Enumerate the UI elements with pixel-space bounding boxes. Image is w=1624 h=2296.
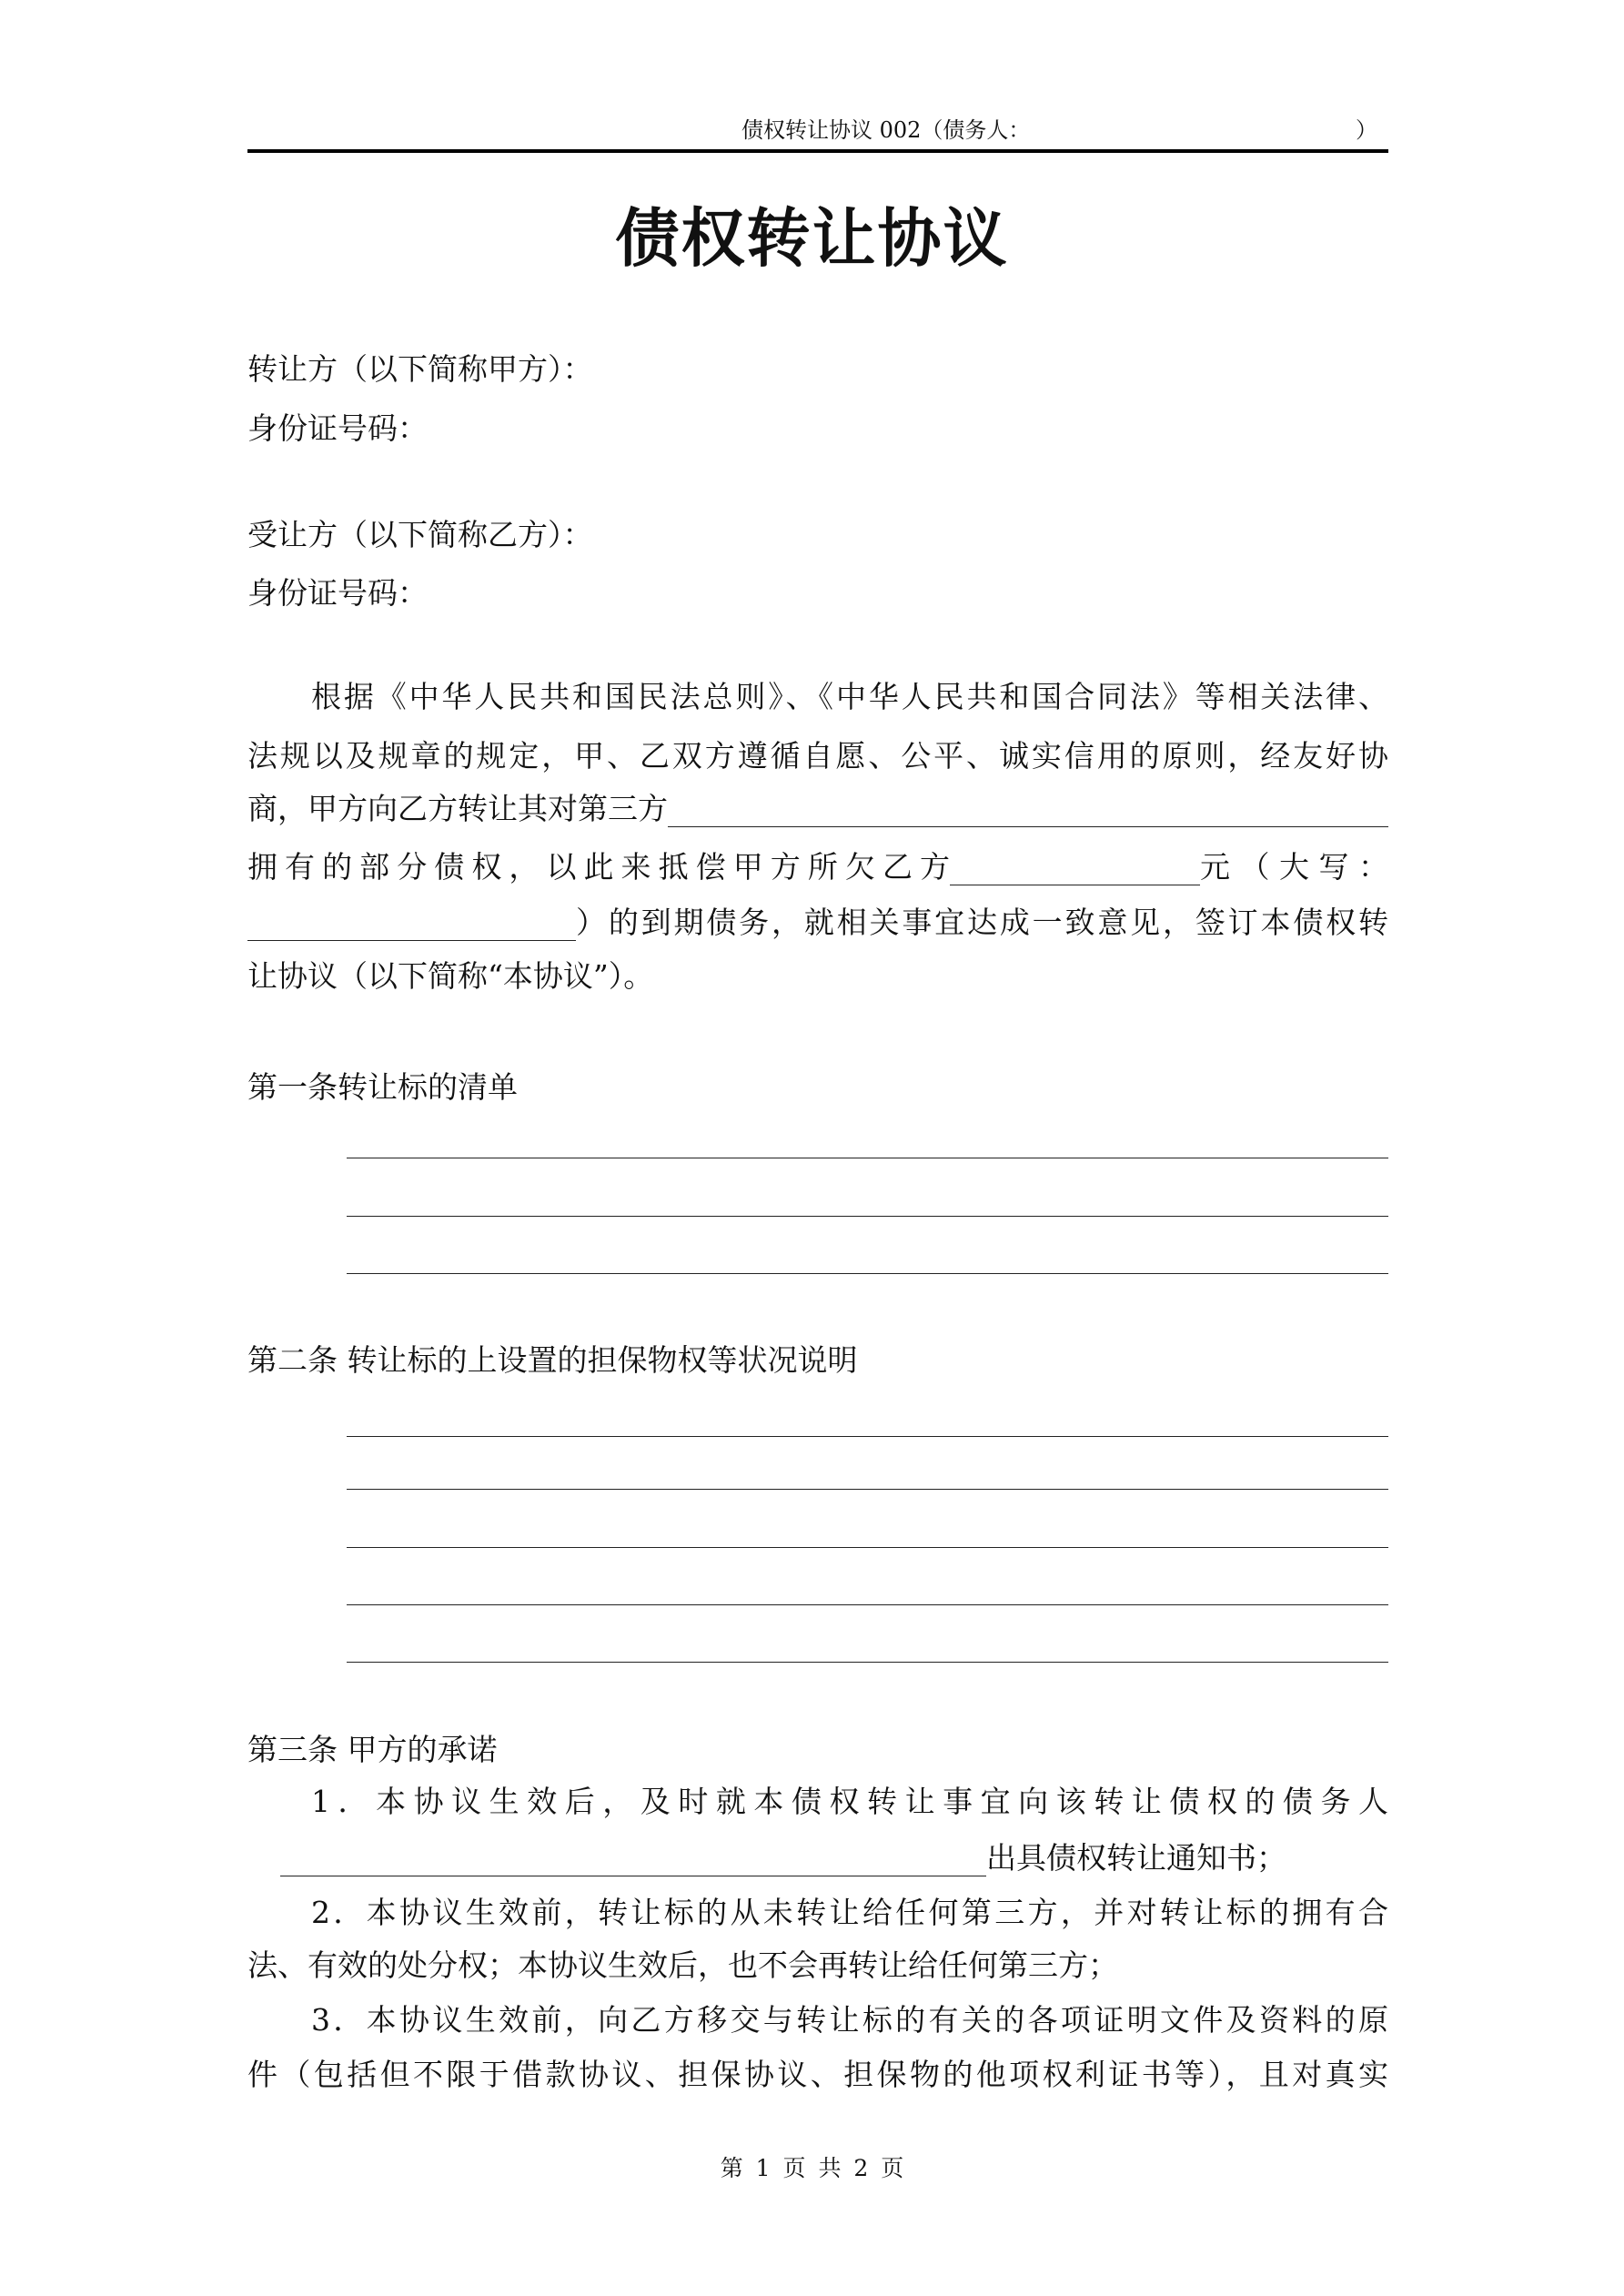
article-2-title: 第二条 转让标的上设置的担保物权等状况说明 (247, 1342, 858, 1378)
header-text: 债权转让协议 002（债务人： (741, 117, 1031, 143)
article-2-blank-line[interactable] (347, 1436, 1388, 1437)
intro-line-2: 法规以及规章的规定，甲、乙双方遵循自愿、公平、诚实信用的原则，经友好协 (247, 738, 1388, 774)
intro-line-5 (247, 905, 1388, 941)
transferor-label: 转让方（以下简称甲方）： (247, 351, 593, 387)
article-2-blank-line[interactable] (347, 1662, 1388, 1663)
intro-line-3-text: 商，甲方向乙方转让其对第三方 (247, 791, 668, 826)
amount-uppercase-label: 元（大写： (1200, 849, 1388, 885)
intro-line-5-text: ）的到期债务，就相关事宜达成一致意见，签订本债权转 (576, 905, 1388, 940)
article-3-item-1: 1．本协议生效后，及时就本债权转让事宜向该转让债权的债务人 (311, 1784, 1388, 1819)
transferee-id-label: 身份证号码： (247, 575, 428, 611)
intro-line-6: 让协议（以下简称“本协议”）。 (247, 958, 654, 994)
document-title: 债权转让协议 (615, 200, 1009, 276)
article-3-item-2-cont: 法、有效的处分权；本协议生效后，也不会再转让给任何第三方； (247, 1947, 1118, 1983)
running-header (247, 115, 1388, 146)
intro-line-4-text: 拥有的部分债权，以此来抵偿甲方所欠乙方 (247, 849, 950, 885)
article-3-item-1-end: 出具债权转让通知书； (986, 1840, 1286, 1876)
article-3-item-3-cont: 件（包括但不限于借款协议、担保协议、担保物的他项权利证书等），且对真实 (247, 2057, 1388, 2092)
debtor-blank[interactable] (280, 1845, 986, 1876)
article-2-blank-line[interactable] (347, 1489, 1388, 1490)
article-1-blank-line[interactable] (347, 1216, 1388, 1217)
article-2-blank-line[interactable] (347, 1604, 1388, 1605)
amount-uppercase-blank[interactable] (247, 909, 576, 941)
header-close: ） (1356, 117, 1377, 143)
article-3-item-2: 2．本协议生效前，转让标的从未转让给任何第三方，并对转让标的拥有合 (311, 1895, 1388, 1930)
header-rule (247, 149, 1388, 153)
intro-line-3 (247, 791, 1388, 827)
article-2-blank-line[interactable] (347, 1547, 1388, 1548)
third-party-blank[interactable] (668, 795, 1388, 827)
amount-blank[interactable] (950, 854, 1200, 885)
page-number: 第 1 页 共 2 页 (720, 2155, 904, 2181)
intro-line-4 (247, 849, 1388, 885)
transferor-id-label: 身份证号码： (247, 410, 428, 446)
article-3-title: 第三条 甲方的承诺 (247, 1732, 498, 1767)
article-3-item-1-cont (247, 1840, 1388, 1876)
transferee-label: 受让方（以下简称乙方）： (247, 517, 593, 552)
article-1-blank-line[interactable] (347, 1273, 1388, 1274)
intro-line-1: 根据《中华人民共和国民法总则》、《中华人民共和国合同法》等相关法律、 (311, 679, 1388, 714)
article-3-item-3: 3．本协议生效前，向乙方移交与转让标的有关的各项证明文件及资料的原 (311, 2002, 1388, 2038)
article-1-title: 第一条转让标的清单 (247, 1069, 518, 1105)
